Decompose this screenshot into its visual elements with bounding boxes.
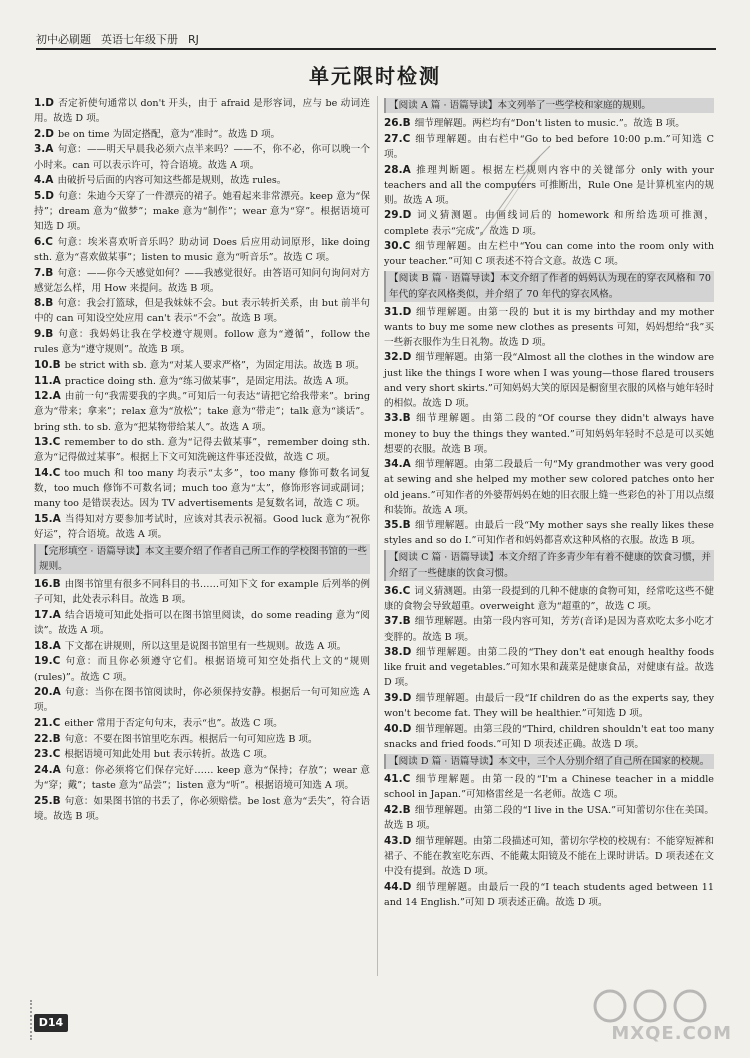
explanation-text: 否定祈使句通常以 don't 开头，由于 afraid 是形容词，应与 be 动词连用。故选 D 项。 bbox=[34, 98, 370, 125]
explanation-text: 推理判断题。根据左栏规则内容中的关键部分 only with your teachers and all the computers 可推断出，Rule One 是计算机室内的规则。故选 A 项。 bbox=[384, 164, 714, 206]
answer-item bbox=[34, 358, 370, 373]
header-series: 初中必刷题 bbox=[36, 33, 91, 46]
answer-item bbox=[34, 235, 370, 265]
page-title: 单元限时检测 bbox=[309, 64, 441, 88]
answer-letter: B bbox=[402, 615, 411, 628]
question-number: 18. bbox=[34, 639, 53, 652]
answer-item bbox=[384, 457, 714, 517]
answer-item bbox=[384, 645, 714, 690]
answer-letter: A bbox=[52, 639, 61, 652]
header-edition: RJ bbox=[188, 32, 199, 46]
question-number: 35. bbox=[384, 519, 403, 532]
question-number: 9. bbox=[34, 328, 46, 341]
question-number: 34. bbox=[384, 458, 403, 471]
answer-item bbox=[34, 142, 370, 172]
answer-item bbox=[384, 722, 714, 752]
answer-letter: D bbox=[45, 189, 55, 202]
explanation-text: be strict with sb. 意为“对某人要求严格”，为固定用法。故选 B 项。 bbox=[64, 359, 365, 371]
answer-letter: A bbox=[52, 374, 61, 387]
explanation-text: 细节理解题。由最后一段“My mother says she really likes these styles and so do I.”可知作者和妈妈都喜欢这种风格的衣服。故选 B 项。 bbox=[384, 520, 714, 547]
answer-item bbox=[34, 763, 370, 793]
explanation-text: 细节理解题。由第二段描述可知，蕾切尔学校的校规有：不能穿短裤和裙子、不能在教室吃东西、不能戴太阳镜及不能在上课时讲话。D 项表述在文中没有提到。故选 D 项。 bbox=[384, 835, 714, 877]
question-number: 38. bbox=[384, 646, 403, 659]
answer-letter: A bbox=[45, 143, 54, 156]
answer-letter: C bbox=[52, 748, 61, 761]
question-number: 3. bbox=[34, 143, 46, 156]
explanation-text: 句意：你必须将它们保存完好…… keep 意为“保持；存放”；wear 意为“穿；戴”；taste 意为“品尝”；listen 意为“听”。根据语境可知选 A 项。 bbox=[34, 765, 370, 792]
answer-item bbox=[34, 608, 370, 638]
question-number: 32. bbox=[384, 351, 403, 364]
explanation-text: 句意：埃米喜欢听音乐吗？助动词 Does 后应用动词原形，like doing sth. 意为“喜欢做某事”；listen to music 意为“听音乐”。故选 C 项。 bbox=[34, 236, 370, 263]
answer-item bbox=[384, 614, 714, 644]
answer-letter: A bbox=[52, 609, 61, 621]
question-number: 36. bbox=[384, 584, 403, 597]
answer-item bbox=[34, 327, 370, 357]
question-number: 6. bbox=[34, 235, 46, 248]
explanation-text: 由图书馆里有很多不同科目的书……可知下文 for example 后列举的例子可知，此处表示科目。故选 B 项。 bbox=[34, 579, 370, 606]
question-number: 12. bbox=[34, 390, 53, 403]
answer-item bbox=[34, 189, 370, 234]
answer-letter: D bbox=[45, 127, 55, 140]
explanation-text: 细节理解题。由第二段的“They don't eat enough healthy foods like fruit and vegetables.”可知水果和蔬菜是健康食品，对健康有益。故选 D 项。 bbox=[384, 647, 714, 689]
question-number: 33. bbox=[384, 412, 403, 425]
question-number: 1. bbox=[34, 97, 46, 109]
explanation-text: too much 和 too many 均表示“太多”，too many 修饰可数名词复数，too much 修饰不可数名词；much too 意为“太”，修饰形容词或副词；many too 是错误表达。因为 TV advertisements 是复数名词，故选 C 项。 bbox=[34, 467, 370, 510]
explanation-text: 句意：不要在图书馆里吃东西。根据后一句可知应选 B 项。 bbox=[64, 733, 318, 745]
answer-item bbox=[384, 880, 714, 910]
answer-letter: D bbox=[402, 722, 412, 735]
watermark-text: MXQE.COM bbox=[611, 1023, 732, 1044]
answer-item bbox=[384, 584, 714, 614]
question-number: 14. bbox=[34, 466, 53, 479]
answer-letter: C bbox=[52, 655, 61, 668]
explanation-text: 结合语境可知此处指可以在图书馆里阅读，do some reading 意为“阅读”。故选 A 项。 bbox=[34, 610, 370, 637]
answer-letter: D bbox=[402, 305, 412, 318]
header-subject: 英语七年级下册 bbox=[101, 33, 178, 46]
answer-letter: D bbox=[402, 646, 412, 659]
explanation-text: 细节理解题。由第二段的“Of course they didn't always have money to buy the things they wanted.”可知妈妈年轻时不总是可以买她想要的衣服。故选 B 项。 bbox=[384, 413, 714, 455]
reading-guide: 【阅读 C 篇 · 语篇导读】本文介绍了许多青少年有着不健康的饮食习惯，并介绍了一些健康的饮食习惯。 bbox=[384, 550, 714, 580]
question-number: 8. bbox=[34, 297, 46, 310]
answer-letter: A bbox=[52, 686, 61, 699]
question-number: 29. bbox=[384, 209, 403, 222]
explanation-text: 根据语境可知此处用 but 表示转折。故选 C 项。 bbox=[64, 749, 273, 761]
explanation-text: 句意：我会打篮球，但是我妹妹不会。but 表示转折关系，由 but 前半句中的 can 可知设空处应用 can't 表示“不会”。故选 B 项。 bbox=[34, 298, 370, 325]
question-number: 21. bbox=[34, 717, 53, 730]
answer-letter: B bbox=[402, 803, 411, 816]
answer-item bbox=[34, 577, 370, 607]
answer-item bbox=[34, 716, 370, 731]
explanation-text: 细节理解题。由第二段的“I live in the USA.”可知蕾切尔住在美国。故选 B 项。 bbox=[384, 804, 714, 832]
watermark-logo bbox=[592, 988, 732, 1044]
explanation-text: 词义猜测题。由第一段提到的几种不健康的食物可知，经常吃这些不健康的食物会导致超重。overweight 意为“超重的”，故选 C 项。 bbox=[384, 585, 714, 612]
answer-letter: A bbox=[52, 390, 61, 403]
answer-letter: C bbox=[402, 240, 411, 253]
answer-item bbox=[384, 411, 714, 456]
answer-letter: A bbox=[402, 458, 411, 471]
question-number: 17. bbox=[34, 609, 53, 621]
question-number: 4. bbox=[34, 174, 46, 187]
reading-guide: 【阅读 B 篇 · 语篇导读】本文介绍了作者的妈妈认为现在的穿衣风格和 70 年代的穿衣风格类似，并介绍了 70 年代的穿衣风格。 bbox=[384, 271, 714, 301]
answer-item bbox=[384, 305, 714, 350]
question-number: 16. bbox=[34, 578, 53, 591]
question-number: 31. bbox=[384, 305, 403, 318]
answer-letter: B bbox=[52, 358, 61, 371]
answer-item bbox=[384, 834, 714, 879]
column-divider bbox=[377, 96, 378, 976]
answer-letter: A bbox=[402, 163, 411, 176]
answer-letter: B bbox=[45, 297, 54, 310]
answer-item bbox=[34, 435, 370, 465]
question-number: 22. bbox=[34, 732, 53, 745]
reading-guide: 【完形填空 · 语篇导读】本文主要介绍了作者自己所工作的学校图书馆的一些规则。 bbox=[34, 544, 370, 574]
explanation-text: 细节理解题。由第一段内容可知，芳芳(音译)是因为喜欢吃太多小吃才变胖的。故选 B 项。 bbox=[384, 616, 714, 643]
question-number: 20. bbox=[34, 686, 53, 699]
answer-item bbox=[384, 772, 714, 802]
answer-letter: A bbox=[45, 174, 54, 187]
explanation-text: 下文都在讲规则，所以这里是说图书馆里有一些规则。故选 A 项。 bbox=[64, 640, 347, 652]
answer-letter: C bbox=[52, 466, 61, 479]
answer-letter: D bbox=[402, 351, 412, 364]
answer-item bbox=[34, 266, 370, 296]
explanation-text: 细节理解题。由第一段的“I'm a Chinese teacher in a middle school in Japan.”可知格雷丝是一名老师。故选 C 项。 bbox=[384, 774, 714, 801]
answer-item bbox=[34, 466, 370, 511]
answer-item bbox=[34, 512, 370, 542]
explanation-text: 词义猜测题。由画线词后的 homework 和所给选项可推测，complete 表示“完成”。故选 D 项。 bbox=[384, 210, 714, 237]
explanation-text: 由破折号后面的内容可知这些都是规则，故选 rules。 bbox=[57, 175, 287, 187]
question-number: 41. bbox=[384, 773, 403, 786]
running-header bbox=[36, 30, 199, 48]
question-number: 7. bbox=[34, 266, 46, 279]
answer-letter: C bbox=[402, 132, 411, 145]
answer-letter: B bbox=[402, 412, 411, 425]
answer-item bbox=[384, 691, 714, 721]
explanation-text: 当得知对方要参加考试时，应该对其表示祝福。Good luck 意为“祝你好运”，符合语境。故选 A 项。 bbox=[34, 513, 370, 540]
answer-letter: B bbox=[45, 328, 54, 341]
question-number: 25. bbox=[34, 794, 53, 807]
explanation-text: remember to do sth. 意为“记得去做某事”，remember doing sth. 意为“记得做过某事”。根据上下文可知洗碗这件事还没做，故选 C 项。 bbox=[34, 437, 370, 464]
reading-guide: 【阅读 D 篇 · 语篇导读】本文中，三个人分别介绍了自己所在国家的校规。 bbox=[384, 754, 714, 769]
answer-item bbox=[34, 374, 370, 389]
watermark-emblem-icon bbox=[592, 988, 732, 1024]
explanation-text: 句意：朱迪今天穿了一件漂亮的裙子。她看起来非常漂亮。keep 意为“保持”；dream 意为“做梦”；make 意为“制作”；wear 意为“穿”。根据语境可知选 D 项。 bbox=[34, 190, 370, 233]
answer-letter: C bbox=[45, 235, 54, 248]
answer-item bbox=[34, 296, 370, 326]
explanation-text: 细节理解题。两栏均有“Don't listen to music.”。故选 B 项。 bbox=[414, 118, 685, 130]
question-number: 44. bbox=[384, 880, 403, 893]
answer-letter: C bbox=[52, 717, 61, 730]
explanation-text: 细节理解题。由右栏中“Go to bed before 10:00 p.m.”可知选 C 项。 bbox=[384, 133, 714, 160]
explanation-text: 细节理解题。由左栏中“You can come into the room only with your teacher.”可知 C 项表述不符合文意。故选 C 项。 bbox=[384, 241, 714, 268]
page-number: D14 bbox=[34, 1014, 68, 1032]
explanation-text: 细节理解题。由第二段最后一句“My grandmother was very good at sewing and she helped my mother sew colored patches onto her old jeans.”可知作者的外婆帮妈妈在她的旧衣服上缝一些彩色的补丁用以点缀和装饰。故选 A 项。 bbox=[384, 459, 714, 516]
explanation-text: either 常用于否定句句末，表示“也”。故选 C 项。 bbox=[64, 718, 283, 730]
explanation-text: 由前一句“我需要我的字典。”可知后一句表达“请把它给我带来”。bring 意为“带来；拿来”；relax 意为“放松”；take 意为“带走”；talk 意为“谈话”。bring sth. to sb. 意为“把某物带给某人”。故选 A 项。 bbox=[34, 391, 370, 433]
explanation-text: 句意：如果图书馆的书丢了，你必须赔偿。be lost 意为“丢失”，符合语境。故选 B 项。 bbox=[34, 795, 370, 822]
answer-item bbox=[34, 794, 370, 824]
question-number: 19. bbox=[34, 655, 53, 668]
answer-letter: D bbox=[402, 880, 412, 893]
question-number: 26. bbox=[384, 117, 403, 130]
answer-item bbox=[384, 518, 714, 548]
answer-item bbox=[34, 747, 370, 762]
explanation-text: 句意：当你在图书馆阅读时，你必须保持安静。根据后一句可知应选 A 项。 bbox=[34, 687, 370, 714]
explanation-text: 细节理解题。由最后一段“If children do as the experts say, they won't become fat. They will be healthier.”可知选 D 项。 bbox=[384, 693, 714, 720]
answer-item bbox=[384, 803, 714, 833]
explanation-text: 细节理解题。由最后一段的“I teach students aged between 11 and 14 English.”可知 D 项表述正确。故选 D 项。 bbox=[384, 881, 714, 908]
answer-letter: B bbox=[52, 794, 61, 807]
answer-letter: A bbox=[52, 764, 61, 777]
question-number: 24. bbox=[34, 764, 53, 777]
question-number: 40. bbox=[384, 722, 403, 735]
answer-item bbox=[34, 685, 370, 715]
answer-letter: D bbox=[402, 692, 412, 705]
question-number: 37. bbox=[384, 615, 403, 628]
explanation-text: be on time 为固定搭配，意为“准时”。故选 D 项。 bbox=[58, 128, 281, 140]
answer-letter: C bbox=[402, 773, 411, 786]
question-number: 5. bbox=[34, 189, 46, 202]
question-number: 42. bbox=[384, 803, 403, 816]
question-number: 2. bbox=[34, 127, 46, 140]
answer-letter: D bbox=[45, 97, 55, 109]
pencil-mark-icon bbox=[470, 126, 560, 246]
question-number: 43. bbox=[384, 834, 403, 847]
answer-item bbox=[34, 639, 370, 654]
answer-letter: B bbox=[45, 266, 54, 279]
question-number: 23. bbox=[34, 748, 53, 761]
question-number: 27. bbox=[384, 132, 403, 145]
question-number: 10. bbox=[34, 358, 53, 371]
explanation-text: practice doing sth. 意为“练习做某事”，是固定用法。故选 A 项。 bbox=[64, 375, 355, 387]
question-number: 28. bbox=[384, 163, 403, 176]
question-number: 15. bbox=[34, 512, 53, 525]
explanation-text: 句意：——明天早晨我必须六点半来吗？——不，你不必，你可以晚一个小时来。can 可以表示许可，符合语境。故选 A 项。 bbox=[34, 144, 370, 171]
answer-item bbox=[34, 732, 370, 747]
reading-guide: 【阅读 A 篇 · 语篇导读】本文列举了一些学校和家庭的规则。 bbox=[384, 98, 714, 113]
question-number: 39. bbox=[384, 692, 403, 705]
explanation-text: 句意：我妈妈让我在学校遵守规则。follow 意为“遵循”，follow the rules 意为“遵守规则”。故选 B 项。 bbox=[34, 329, 370, 356]
answer-item bbox=[384, 350, 714, 410]
header-rule bbox=[36, 48, 716, 50]
answer-letter: B bbox=[402, 519, 411, 532]
page-footer bbox=[30, 1000, 90, 1040]
answer-item bbox=[34, 173, 370, 188]
answer-item bbox=[34, 127, 370, 142]
question-number: 13. bbox=[34, 436, 53, 449]
answer-letter: D bbox=[402, 834, 412, 847]
answer-letter: B bbox=[52, 578, 61, 591]
answer-letter: A bbox=[52, 512, 61, 525]
question-number: 11. bbox=[34, 374, 53, 387]
explanation-text: 句意：——你今天感觉如何？——我感觉很好。由答语可知问句询问对方感觉怎么样，用 How 来提问。故选 B 项。 bbox=[34, 267, 370, 294]
answer-letter: B bbox=[52, 732, 61, 745]
explanation-text: 细节理解题。由第一段的 but it is my birthday and my mother wants to buy me some new clothes as presents 可知，妈妈想给“我”买一些新衣服作为生日礼物。故选 D 项。 bbox=[384, 306, 714, 348]
answer-letter: C bbox=[52, 436, 61, 449]
answer-item bbox=[34, 654, 370, 684]
left-column bbox=[34, 96, 370, 825]
explanation-text: 句意：而且你必须遵守它们。根据语境可知空处指代上文的“规则(rules)”。故选 C 项。 bbox=[34, 656, 370, 683]
answer-letter: D bbox=[402, 209, 412, 222]
answer-item bbox=[34, 96, 370, 126]
answer-letter: C bbox=[402, 584, 411, 597]
explanation-text: 细节理解题。由第三段的“Third, children shouldn't eat too many snacks and fried foods.”可知 D 项表述正确。故选 D 项。 bbox=[384, 723, 714, 750]
explanation-text: 细节理解题。由第一段“Almost all the clothes in the window are just like the things I wore when I was young—those flared trousers and very short skirts.”可知妈妈大笑的原因是橱窗里衣服的风格与她年轻时的相似。故选 D 项。 bbox=[384, 352, 714, 409]
answer-item bbox=[34, 389, 370, 434]
question-number: 30. bbox=[384, 240, 403, 253]
answer-letter: B bbox=[402, 117, 411, 130]
